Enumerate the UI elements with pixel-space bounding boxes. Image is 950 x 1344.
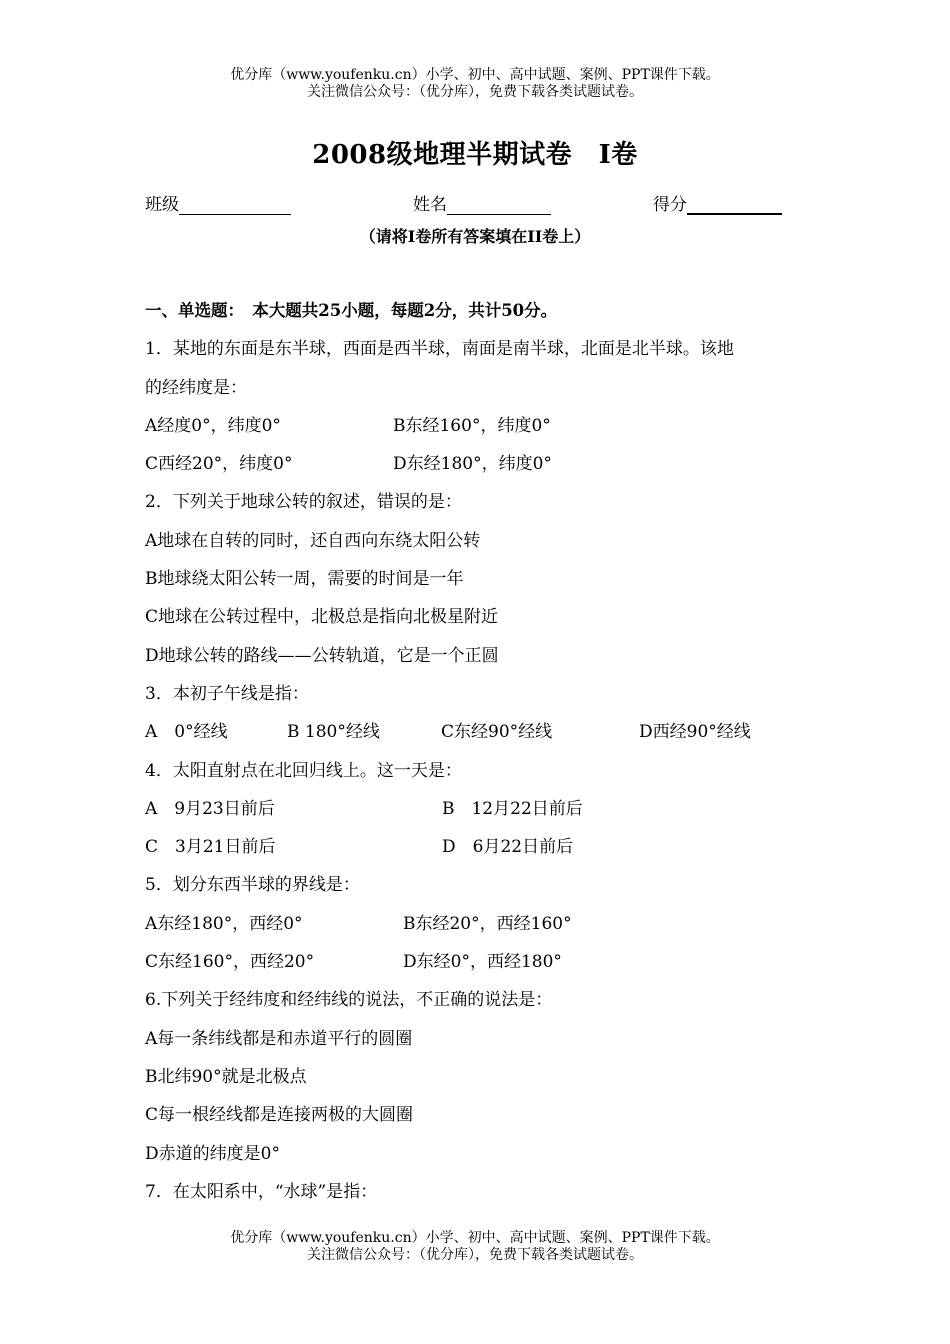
option: A 0°经线 bbox=[145, 722, 228, 743]
score-field bbox=[653, 190, 782, 215]
question-list bbox=[145, 292, 825, 1211]
name-blank bbox=[447, 197, 551, 215]
score-blank bbox=[687, 196, 782, 215]
question-stem: 2．下列关于地球公转的叙述，错误的是： bbox=[145, 492, 462, 513]
page-footer bbox=[0, 1230, 950, 1264]
footer-line-2: 关注微信公众号：（优分库），免费下载各类试题试卷。 bbox=[307, 1247, 643, 1263]
question-stem: 3．本初子午线是指： bbox=[145, 683, 309, 704]
option: D西经90°经线 bbox=[639, 722, 751, 743]
option: B北纬90°就是北极点 bbox=[145, 1066, 307, 1087]
question-stem-continued: 的经纬度是： bbox=[145, 377, 247, 398]
class-field bbox=[145, 190, 291, 215]
option: A 9月23日前后 bbox=[145, 798, 275, 819]
option: C东经160°，西经20° bbox=[145, 952, 315, 973]
option: D赤道的纬度是0° bbox=[145, 1143, 280, 1164]
option-row bbox=[145, 828, 825, 866]
name-label: 姓名 bbox=[413, 195, 447, 215]
option: A地球在自转的同时，还自西向东绕太阳公转 bbox=[145, 530, 481, 551]
section-heading: 一、单选题： 本大题共25小题，每题2分，共计50分。 bbox=[145, 301, 558, 320]
option: C东经90°经线 bbox=[441, 722, 553, 743]
question-stem: 6.下列关于经纬度和经纬线的说法，不正确的说法是： bbox=[145, 990, 553, 1011]
option: C每一根经线都是连接两极的大圆圈 bbox=[145, 1105, 414, 1126]
option: A东经180°，西经0° bbox=[145, 913, 303, 934]
option: B地球绕太阳公转一周，需要的时间是一年 bbox=[145, 569, 464, 590]
option-row bbox=[145, 445, 825, 483]
question-stem: 5．划分东西半球的界线是： bbox=[145, 875, 360, 896]
page-title: 2008级地理半期试卷 Ⅰ卷 bbox=[312, 140, 638, 170]
option: C 3月21日前后 bbox=[145, 837, 276, 858]
option: D地球公转的路线——公转轨道，它是一个正圆 bbox=[145, 645, 499, 666]
header-line-1: 优分库（www.youfenku.cn）小学、初中、高中试题、案例、PPT课件下载。 bbox=[230, 67, 720, 83]
option: B 12月22日前后 bbox=[442, 798, 583, 819]
question-stem: 1．某地的东面是东半球，西面是西半球，南面是南半球，北面是北半球。该地 bbox=[145, 339, 734, 360]
name-field bbox=[413, 190, 551, 215]
page-header bbox=[0, 67, 950, 101]
option-row bbox=[145, 407, 825, 445]
option: B东经160°，纬度0° bbox=[393, 415, 551, 436]
option: B东经20°，西经160° bbox=[403, 913, 572, 934]
option: D东经180°，纬度0° bbox=[393, 454, 552, 475]
class-label: 班级 bbox=[145, 195, 179, 215]
option: C地球在公转过程中，北极总是指向北极星附近 bbox=[145, 607, 499, 628]
option: D东经0°，西经180° bbox=[403, 952, 562, 973]
option: A每一条纬线都是和赤道平行的圆圈 bbox=[145, 1028, 413, 1049]
class-blank bbox=[179, 197, 291, 215]
question-stem: 7．在太阳系中，“水球”是指： bbox=[145, 1181, 378, 1202]
question-stem: 4．太阳直射点在北回归线上。这一天是： bbox=[145, 760, 462, 781]
option: B 180°经线 bbox=[287, 722, 380, 743]
option: D 6月22日前后 bbox=[442, 837, 574, 858]
score-label: 得分 bbox=[653, 195, 687, 215]
option-row bbox=[145, 790, 825, 828]
option-row bbox=[145, 943, 825, 981]
instruction-note: （请将Ⅰ卷所有答案填在II卷上） bbox=[359, 227, 591, 246]
footer-line-1: 优分库（www.youfenku.cn）小学、初中、高中试题、案例、PPT课件下载。 bbox=[230, 1230, 720, 1246]
option: A经度0°，纬度0° bbox=[145, 415, 281, 436]
option-row bbox=[145, 713, 825, 751]
option: C西经20°，纬度0° bbox=[145, 454, 293, 475]
option-row bbox=[145, 905, 825, 943]
header-line-2: 关注微信公众号：（优分库），免费下载各类试题试卷。 bbox=[307, 84, 643, 100]
